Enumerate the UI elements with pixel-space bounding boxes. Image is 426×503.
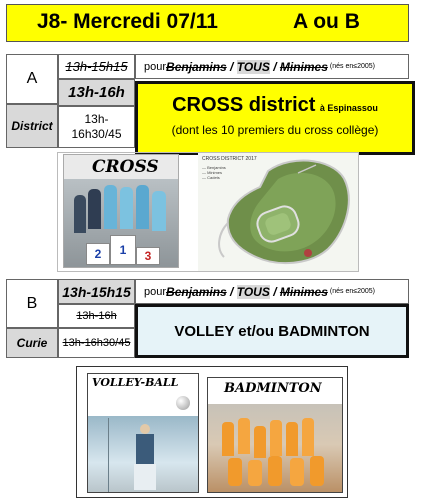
volley-badminton-illustration-panel [76,366,348,498]
section-b-letter-cell [6,279,58,328]
section-b-time-bold-cell [58,279,135,304]
section-b-time-bold: 13h-15h15 [62,283,131,300]
volleyball-picture [87,373,199,493]
badminton-picture [207,377,343,493]
audience-benjamins: Benjamins [166,59,227,74]
section-a-time-old: 13h-15h15 [65,59,128,74]
audience-separator: / [226,284,237,299]
section-a-letter: A [26,70,38,87]
section-b-location-cell [6,328,58,358]
cross-photo-label: CROSS [92,157,159,177]
audience-note: (nés en≤2005) [329,63,375,70]
audience-tous: TOUS [236,284,270,299]
section-b-time-old2: 13h-16h30/45 [62,337,131,349]
section-a-location-cell [6,104,58,148]
audience-separator: / [226,59,237,74]
badminton-label: BADMINTON [224,381,322,396]
section-a-time-alt-line1: 13h- [84,112,109,126]
volleyball-label: VOLLEY-BALL [92,376,179,389]
day-title: J8- Mercredi 07/11 [37,10,218,33]
section-a-time-alt-line2: 16h30/45 [71,127,122,141]
audience-minimes: Minimes [279,59,328,74]
cross-course-map [198,153,358,271]
podium-first: 1 [110,235,136,265]
audience-separator: / [269,59,280,74]
cross-event-title: CROSS district [172,94,316,116]
podium-second: 2 [86,243,110,265]
cross-event-subtitle: (dont les 10 premiers du cross collège) [171,123,379,137]
section-b-letter: B [26,294,38,312]
map-legend-item: — Benjamins [202,165,226,170]
podium-third: 3 [136,247,160,265]
section-b-time-old1: 13h-16h [76,310,117,322]
map-legend-item: — Cadets [202,175,220,180]
cross-podium-photo [63,154,179,268]
section-b-time-old1-cell [58,304,135,328]
section-a-letter-cell [6,54,58,104]
map-drawing [198,153,358,271]
section-a-time-old-cell [58,54,135,79]
volleyball-ball-icon [176,396,190,410]
section-a-location: District [11,119,53,133]
audience-prefix: pour [144,60,167,73]
section-a-time-bold: 13h-16h [68,84,125,101]
cross-illustration-panel [57,152,359,272]
cross-event-place: à Espinassou [319,103,378,113]
volley-badminton-title: VOLLEY et/ou BADMINTON [174,322,370,340]
audience-minimes: Minimes [279,284,328,299]
volley-badminton-event-box [135,304,409,358]
section-b-audience-cell [135,279,409,304]
audience-separator: / [269,284,280,299]
section-b-time-old2-cell [58,328,135,358]
day-header-banner [6,4,409,42]
cross-event-box [135,81,415,155]
option-label: A ou B [293,10,360,33]
section-b-location: Curie [16,336,48,350]
section-a-time-alt-cell [58,106,135,148]
audience-prefix: pour [144,285,167,298]
map-legend-item: — Minimes [202,170,223,175]
section-a-audience-cell [135,54,409,79]
audience-tous: TOUS [236,59,270,74]
audience-note: (nés en≤2005) [329,288,375,295]
section-a-time-bold-cell [58,79,135,106]
audience-benjamins: Benjamins [166,284,227,299]
map-title: CROSS DISTRICT 2017 [202,156,257,162]
